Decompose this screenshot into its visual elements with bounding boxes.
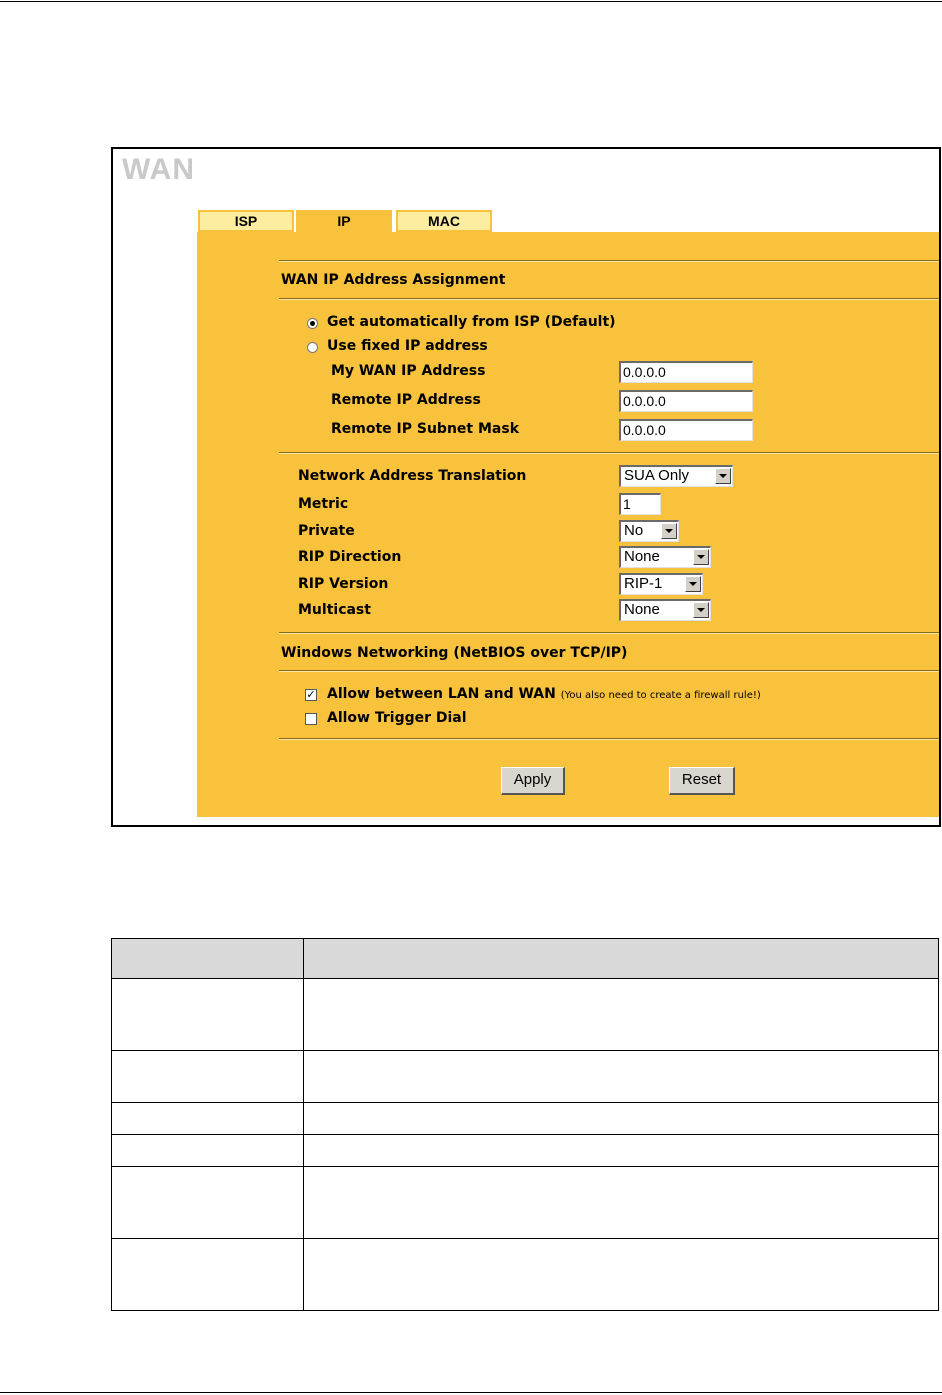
rip-direction-value: None: [624, 548, 660, 565]
wan-screen-frame: [111, 147, 941, 827]
allow-trigger-dial-label: Allow Trigger Dial: [327, 710, 467, 726]
metric-label: Metric: [298, 496, 349, 512]
get-automatically-label: Get automatically from ISP (Default): [327, 314, 616, 330]
table-row: [112, 1167, 939, 1239]
multicast-label: Multicast: [298, 602, 371, 618]
multicast-value: None: [624, 601, 660, 618]
field-description-table: [111, 938, 939, 1311]
rip-version-label: RIP Version: [298, 576, 389, 592]
table-cell: [304, 1103, 939, 1135]
private-select-value: No: [624, 522, 644, 539]
table-cell: [304, 1135, 939, 1167]
rip-direction-label: RIP Direction: [298, 549, 402, 565]
table-cell: [112, 979, 304, 1051]
table-row: [112, 1051, 939, 1103]
radio-get-automatically[interactable]: [307, 318, 318, 329]
chevron-down-icon[interactable]: [661, 523, 677, 539]
remote-ip-label: Remote IP Address: [331, 392, 481, 408]
metric-input[interactable]: 1: [619, 493, 661, 515]
table-cell: [304, 1239, 939, 1311]
firewall-rule-note: (You also need to create a firewall rule!): [560, 690, 761, 701]
top-rule: [0, 1, 942, 2]
rip-version-value: RIP-1: [624, 575, 663, 592]
radio-selected-dot: [310, 321, 315, 326]
multicast-select[interactable]: [619, 599, 711, 621]
remote-ip-input[interactable]: 0.0.0.0: [619, 390, 753, 412]
table-row: [112, 979, 939, 1051]
table-header-cell: [304, 939, 939, 979]
tab-ip[interactable]: IP: [296, 210, 392, 232]
my-wan-ip-input[interactable]: 0.0.0.0: [619, 361, 753, 383]
chevron-down-icon[interactable]: [685, 576, 701, 592]
separator: [279, 298, 939, 300]
allow-lan-wan-checkbox[interactable]: ✓: [306, 688, 316, 701]
separator: [279, 632, 939, 634]
table-header-row: [112, 939, 939, 979]
table-header-cell: [112, 939, 304, 979]
netbios-heading: Windows Networking (NetBIOS over TCP/IP): [281, 645, 628, 661]
tab-isp[interactable]: ISP: [198, 210, 294, 232]
allow-lan-wan-label: [327, 686, 761, 702]
apply-button[interactable]: Apply: [501, 767, 565, 795]
rip-direction-select[interactable]: [619, 546, 711, 568]
bottom-rule: [0, 1392, 942, 1393]
rip-version-select[interactable]: [619, 573, 703, 595]
separator: [279, 670, 939, 672]
table-row: [112, 1239, 939, 1311]
table-cell: [112, 1103, 304, 1135]
table-row: [112, 1135, 939, 1167]
chevron-down-icon[interactable]: [715, 468, 731, 484]
separator: [279, 260, 939, 262]
reset-button[interactable]: Reset: [669, 767, 735, 795]
table-row: [112, 1103, 939, 1135]
tab-mac[interactable]: MAC: [396, 210, 492, 232]
nat-select[interactable]: [619, 465, 733, 487]
table-cell: [304, 1051, 939, 1103]
private-label: Private: [298, 523, 355, 539]
table-cell: [304, 1167, 939, 1239]
allow-lan-wan-text: Allow between LAN and WAN: [327, 686, 556, 702]
nat-select-value: SUA Only: [624, 467, 690, 484]
ip-settings-panel: [197, 232, 939, 817]
table-cell: [112, 1239, 304, 1311]
table-cell: [112, 1051, 304, 1103]
remote-mask-label: Remote IP Subnet Mask: [331, 421, 520, 437]
table-cell: [112, 1167, 304, 1239]
table-cell: [304, 979, 939, 1051]
separator: [279, 738, 939, 740]
chevron-down-icon[interactable]: [693, 549, 709, 565]
private-select[interactable]: [619, 520, 679, 542]
use-fixed-ip-label: Use fixed IP address: [327, 338, 488, 354]
ip-assignment-heading: WAN IP Address Assignment: [281, 272, 506, 288]
nat-label: Network Address Translation: [298, 468, 527, 484]
chevron-down-icon[interactable]: [693, 602, 709, 618]
table-cell: [112, 1135, 304, 1167]
separator: [279, 452, 939, 454]
page-title: WAN: [122, 153, 195, 186]
remote-mask-input[interactable]: 0.0.0.0: [619, 419, 753, 441]
allow-trigger-dial-checkbox[interactable]: [305, 713, 317, 725]
radio-use-fixed-ip[interactable]: [307, 342, 318, 353]
my-wan-ip-label: My WAN IP Address: [331, 363, 486, 379]
